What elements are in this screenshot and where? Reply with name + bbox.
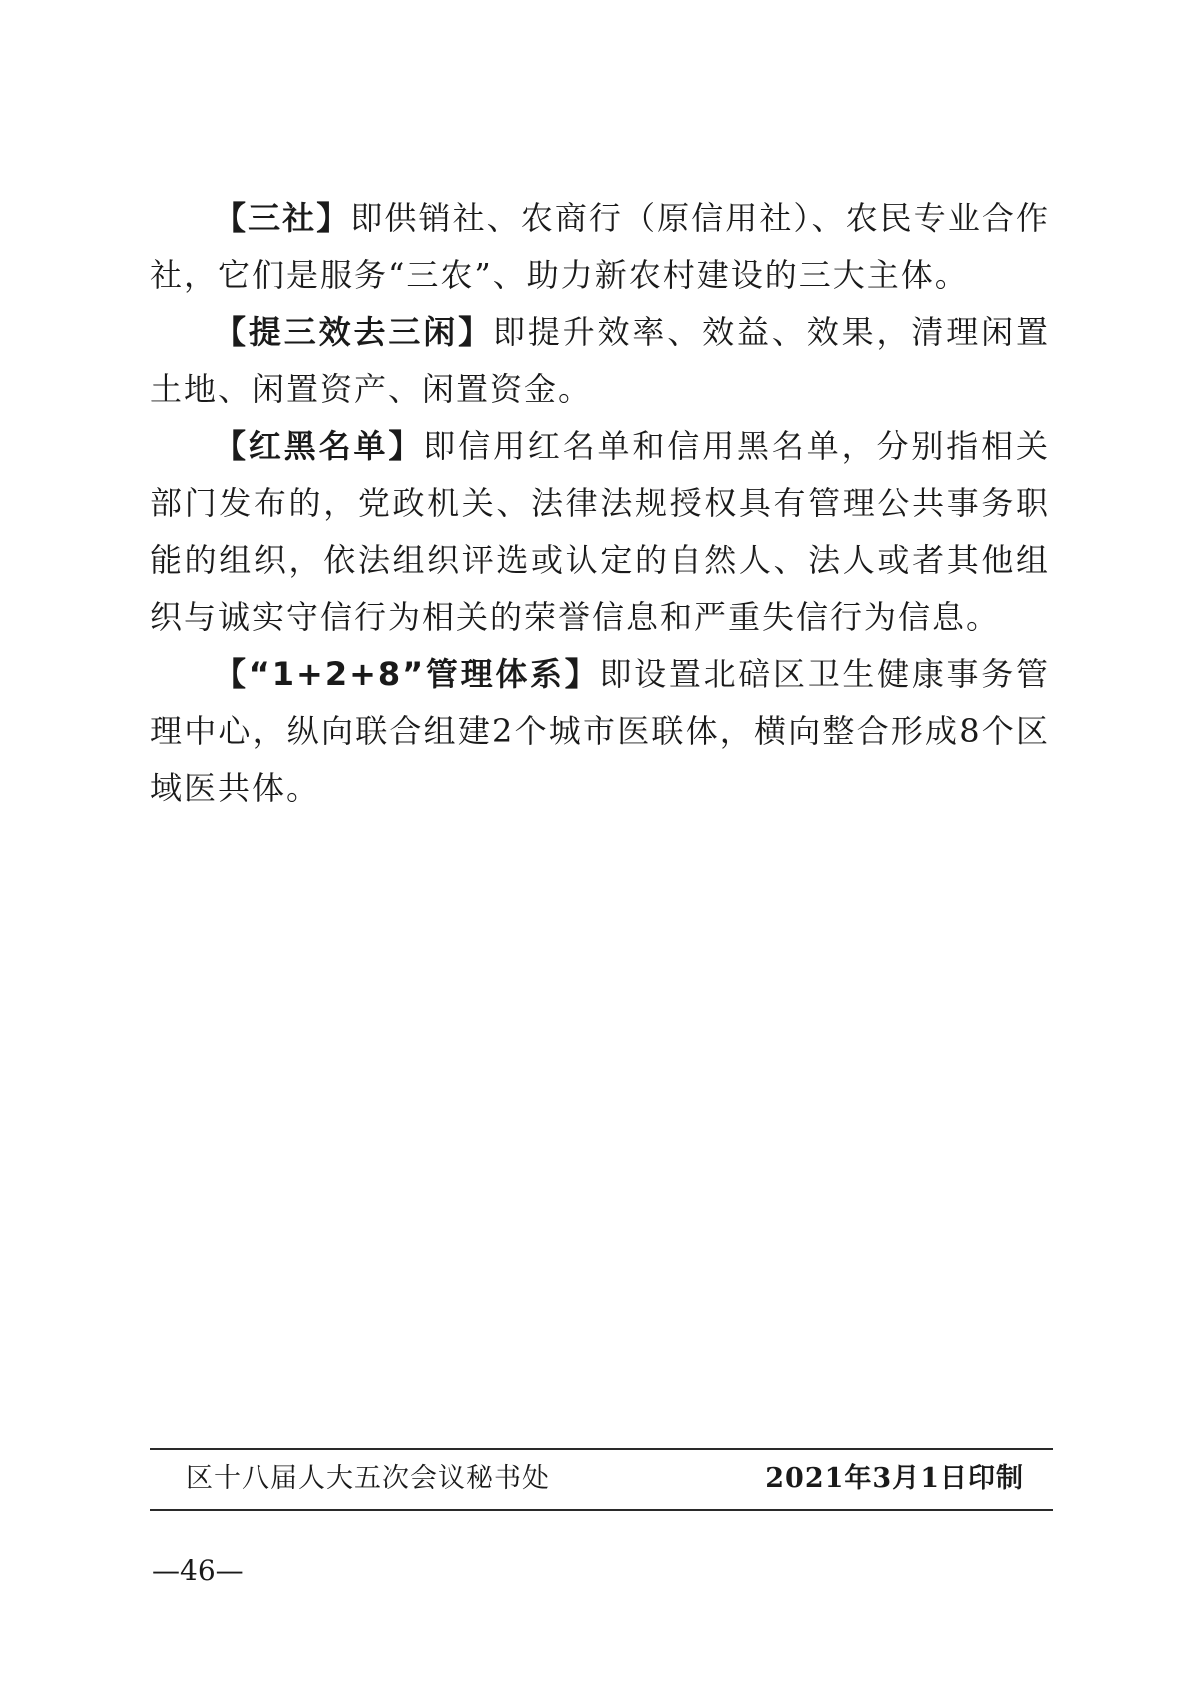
footer-bottom-divider [150, 1509, 1053, 1511]
glossary-section [150, 190, 1050, 817]
glossary-entry [150, 190, 1050, 304]
footer-print-date: 2021年3月1日印制 [765, 1463, 1024, 1494]
glossary-definition: 即提升效率、效益、效果，清理闲置土地、闲置资产、闲置资金。 [150, 313, 1050, 408]
glossary-entry [150, 646, 1050, 817]
footer-top-divider [150, 1448, 1053, 1450]
glossary-entry [150, 418, 1050, 646]
glossary-term: 【提三效去三闲】 [214, 313, 493, 351]
glossary-term: 【三社】 [214, 199, 351, 237]
glossary-definition: 即供销社、农商行（原信用社）、农民专业合作社，它们是服务“三农”、助力新农村建设的三大主体。 [150, 199, 1050, 294]
glossary-term: 【红黑名单】 [214, 427, 424, 465]
page-number: —46— [152, 1554, 244, 1587]
glossary-definition: 即设置北碚区卫生健康事务管理中心，纵向联合组建2个城市医联体，横向整合形成8个区域医共体。 [150, 655, 1050, 807]
footer-organization: 区十八届人大五次会议秘书处 [186, 1463, 550, 1494]
glossary-definition: 即信用红名单和信用黑名单，分别指相关部门发布的，党政机关、法律法规授权具有管理公共事务职能的组织，依法组织评选或认定的自然人、法人或者其他组织与诚实守信行为相关的荣誉信息和严重失信行为信息。 [150, 427, 1050, 636]
glossary-entry [150, 304, 1050, 418]
glossary-term: 【“1+2+8”管理体系】 [214, 655, 600, 693]
